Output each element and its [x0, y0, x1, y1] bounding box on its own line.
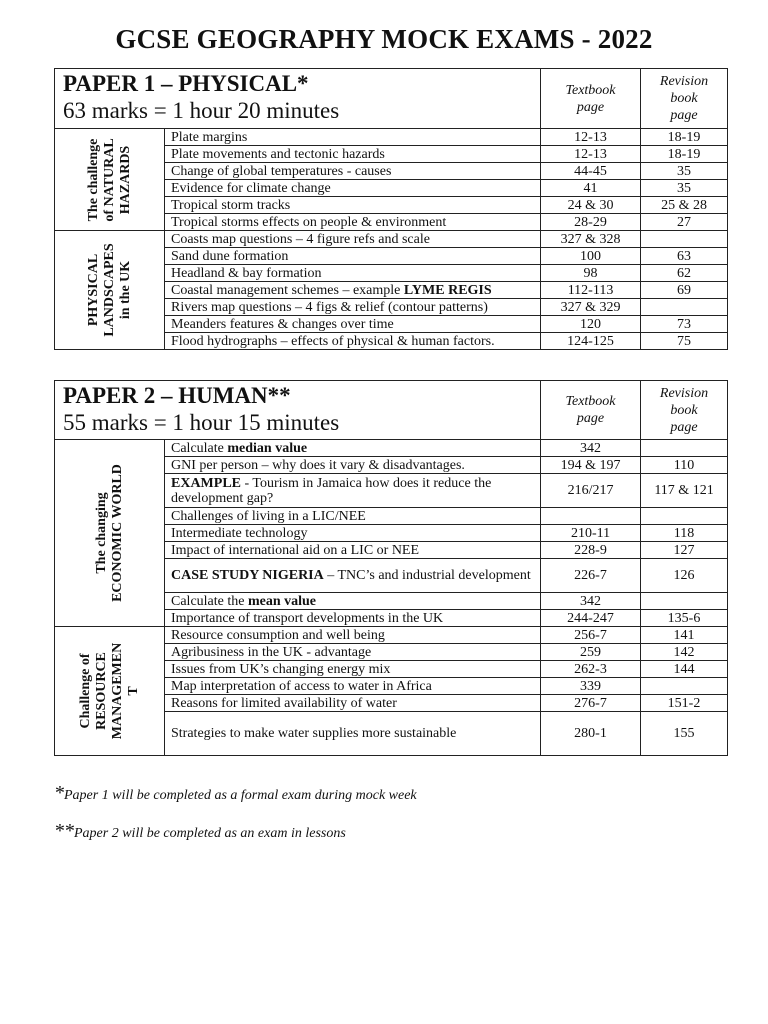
- paper-header-row: [55, 69, 728, 129]
- topic-cell: [165, 333, 541, 350]
- header-line: page: [670, 419, 698, 435]
- paper-header: [55, 69, 541, 129]
- revision-page-header: [641, 69, 728, 129]
- revision-page-cell: 118: [641, 525, 728, 542]
- section-label-line: in the UK: [117, 260, 133, 320]
- section-label-line: Challenge of: [77, 653, 93, 729]
- revision-page-cell: 69: [641, 282, 728, 299]
- paper-header-row: [55, 381, 728, 440]
- section-label-line: PHYSICAL: [85, 253, 101, 327]
- topic-text: Calculate: [171, 440, 228, 456]
- topic-text: Rivers map questions – 4 figs & relief (contour patterns): [171, 299, 488, 315]
- topic-text: Sand dune formation: [171, 248, 289, 264]
- topic-text: Importance of transport developments in the UK: [171, 610, 444, 626]
- revision-page-cell: 126: [641, 559, 728, 593]
- topic-text: Intermediate technology: [171, 525, 308, 541]
- textbook-page-cell: 339: [541, 678, 641, 695]
- revision-page-cell: 63: [641, 248, 728, 265]
- textbook-page-cell: 28-29: [541, 214, 641, 231]
- section-label-text: [94, 464, 126, 602]
- topic-cell: [165, 316, 541, 333]
- header-line: Revision: [659, 385, 709, 401]
- textbook-page-cell: 98: [541, 265, 641, 282]
- topic-text: Tropical storms effects on people & environment: [171, 214, 447, 230]
- topic-text: Headland & bay formation: [171, 265, 322, 281]
- revision-page-cell: 127: [641, 542, 728, 559]
- topic-cell: [165, 712, 541, 756]
- page-title: GCSE GEOGRAPHY MOCK EXAMS - 2022: [115, 24, 653, 54]
- paper-duration: 55 marks = 1 hour 15 minutes: [63, 410, 340, 435]
- topic-cell: [165, 644, 541, 661]
- topic-text: Impact of international aid on a LIC or NEE: [171, 542, 420, 558]
- topic-text: GNI per person – why does it vary & disadvantages.: [171, 457, 465, 473]
- revision-page-cell: [641, 440, 728, 457]
- textbook-page-cell: 228-9: [541, 542, 641, 559]
- topic-text: Issues from UK’s changing energy mix: [171, 661, 391, 677]
- topic-emphasis: LYME REGIS: [403, 282, 492, 298]
- topic-text: Strategies to make water supplies more sustainable: [171, 726, 457, 741]
- revision-page-cell: 141: [641, 627, 728, 644]
- section-label-text: [78, 643, 142, 739]
- section-label: [55, 231, 165, 350]
- revision-page-cell: [641, 508, 728, 525]
- topic-cell: [165, 559, 541, 593]
- textbook-page-cell: 12-13: [541, 146, 641, 163]
- topic-cell: [165, 265, 541, 282]
- table-row: [55, 440, 728, 457]
- header-line: book: [670, 91, 698, 106]
- section-label-line: of NATURAL: [101, 137, 117, 222]
- paper-header: [55, 381, 541, 440]
- topic-text: Evidence for climate change: [171, 180, 331, 196]
- revision-page-cell: 73: [641, 316, 728, 333]
- textbook-page-cell: 124-125: [541, 333, 641, 350]
- revision-page-cell: 35: [641, 163, 728, 180]
- textbook-page-cell: 226-7: [541, 559, 641, 593]
- header-line: book: [670, 402, 698, 418]
- topic-text: – TNC’s and industrial development: [323, 568, 531, 583]
- topic-cell: [165, 525, 541, 542]
- revision-page-cell: 142: [641, 644, 728, 661]
- topic-cell: [165, 457, 541, 474]
- topic-cell: [165, 231, 541, 248]
- revision-page-cell: 27: [641, 214, 728, 231]
- paper-title: PAPER 1 – PHYSICAL*: [63, 71, 309, 96]
- section-label: [55, 627, 165, 756]
- textbook-page-cell: 342: [541, 440, 641, 457]
- textbook-page-cell: 24 & 30: [541, 197, 641, 214]
- topic-cell: [165, 197, 541, 214]
- topic-text: Change of global temperatures - causes: [171, 163, 392, 179]
- textbook-page-cell: 276-7: [541, 695, 641, 712]
- paper-duration: 63 marks = 1 hour 20 minutes: [63, 98, 340, 123]
- revision-page-cell: 151-2: [641, 695, 728, 712]
- revision-page-cell: [641, 299, 728, 316]
- textbook-page-cell: 262-3: [541, 661, 641, 678]
- revision-page-cell: [641, 593, 728, 610]
- textbook-page-cell: 44-45: [541, 163, 641, 180]
- revision-page-cell: 18-19: [641, 146, 728, 163]
- topic-text: Challenges of living in a LIC/NEE: [171, 508, 366, 524]
- topic-cell: [165, 610, 541, 627]
- revision-page-cell: 117 & 121: [641, 474, 728, 508]
- topic-text: Agribusiness in the UK - advantage: [171, 644, 372, 660]
- textbook-page-cell: 194 & 197: [541, 457, 641, 474]
- textbook-page-cell: [541, 508, 641, 525]
- textbook-page-cell: 327 & 328: [541, 231, 641, 248]
- section-label: [55, 440, 165, 627]
- topic-text: Meanders features & changes over time: [171, 316, 394, 332]
- section-label-line: RESOURCE: [93, 652, 109, 730]
- footnote-marker: **: [54, 820, 74, 842]
- textbook-page-cell: 120: [541, 316, 641, 333]
- header-line: page: [576, 411, 605, 426]
- revision-page-cell: 144: [641, 661, 728, 678]
- topic-cell: [165, 695, 541, 712]
- revision-page-cell: 18-19: [641, 129, 728, 146]
- paper-title: PAPER 2 – HUMAN**: [63, 383, 291, 408]
- textbook-page-cell: 41: [541, 180, 641, 197]
- topic-text: Calculate the: [171, 593, 248, 609]
- section-label: [55, 129, 165, 231]
- topic-text: Coastal management schemes – example: [171, 282, 404, 298]
- header-line: page: [670, 108, 698, 123]
- topic-cell: [165, 146, 541, 163]
- section-label-line: ECONOMIC WORLD: [109, 464, 125, 602]
- table-row: [55, 231, 728, 248]
- topic-cell: [165, 627, 541, 644]
- topic-cell: [165, 248, 541, 265]
- topic-cell: [165, 474, 541, 508]
- topic-cell: [165, 440, 541, 457]
- revision-page-header: [641, 381, 728, 440]
- paper-1-table: [54, 68, 728, 350]
- textbook-page-cell: 256-7: [541, 627, 641, 644]
- section-label-line: T: [125, 686, 141, 696]
- revision-page-cell: 135-6: [641, 610, 728, 627]
- revision-page-cell: 25 & 28: [641, 197, 728, 214]
- topic-cell: [165, 129, 541, 146]
- header-line: Textbook: [565, 394, 616, 409]
- revision-page-cell: [641, 678, 728, 695]
- revision-page-cell: 110: [641, 457, 728, 474]
- topic-text: Map interpretation of access to water in Africa: [171, 678, 432, 694]
- topic-cell: [165, 593, 541, 610]
- topic-cell: [165, 678, 541, 695]
- textbook-page-cell: 100: [541, 248, 641, 265]
- topic-emphasis: median value: [227, 440, 308, 456]
- topic-cell: [165, 180, 541, 197]
- revision-page-cell: 35: [641, 180, 728, 197]
- textbook-page-cell: 216/217: [541, 474, 641, 508]
- paper-2-table: [54, 380, 728, 756]
- section-label-text: [86, 138, 134, 221]
- section-label-line: The changing: [93, 492, 109, 574]
- topic-text: Resource consumption and well being: [171, 627, 385, 643]
- topic-emphasis: mean value: [247, 593, 317, 609]
- table-row: [55, 627, 728, 644]
- topic-text: Coasts map questions – 4 figure refs and scale: [171, 231, 430, 247]
- section-label-text: [86, 243, 134, 336]
- textbook-page-cell: 280-1: [541, 712, 641, 756]
- textbook-page-header: [541, 69, 641, 129]
- topic-cell: [165, 661, 541, 678]
- footnote-text: Paper 2 will be completed as an exam in lessons: [74, 826, 346, 841]
- footnote-text: Paper 1 will be completed as a formal exam during mock week: [64, 788, 417, 803]
- revision-page-cell: 75: [641, 333, 728, 350]
- topic-text: - Tourism in Jamaica how does it reduce the development gap?: [171, 475, 492, 506]
- revision-page-cell: [641, 231, 728, 248]
- revision-page-cell: 155: [641, 712, 728, 756]
- topic-text: Plate movements and tectonic hazards: [171, 146, 385, 162]
- footnote-paper-2: [54, 820, 346, 843]
- table-row: [55, 129, 728, 146]
- textbook-page-cell: 342: [541, 593, 641, 610]
- section-label-line: LANDSCAPES: [101, 243, 117, 337]
- revision-page-cell: 62: [641, 265, 728, 282]
- section-label-line: HAZARDS: [117, 145, 133, 214]
- topic-cell: [165, 282, 541, 299]
- topic-text: Flood hydrographs – effects of physical & human factors.: [171, 333, 495, 349]
- textbook-page-cell: 244-247: [541, 610, 641, 627]
- footnote-marker: *: [54, 782, 64, 804]
- textbook-page-cell: 210-11: [541, 525, 641, 542]
- topic-cell: [165, 508, 541, 525]
- topic-text: Plate margins: [171, 129, 248, 145]
- section-label-line: The challenge: [85, 138, 101, 221]
- topic-cell: [165, 163, 541, 180]
- topic-text: Tropical storm tracks: [171, 197, 291, 213]
- textbook-page-header: [541, 381, 641, 440]
- topic-cell: [165, 214, 541, 231]
- header-line: Textbook: [565, 82, 616, 98]
- topic-cell: [165, 299, 541, 316]
- topic-cell: [165, 542, 541, 559]
- textbook-page-cell: 112-113: [541, 282, 641, 299]
- header-line: Revision: [659, 74, 709, 89]
- textbook-page-cell: 259: [541, 644, 641, 661]
- textbook-page-cell: 327 & 329: [541, 299, 641, 316]
- topic-text: Reasons for limited availability of water: [171, 695, 397, 711]
- topic-emphasis: CASE STUDY NIGERIA: [171, 568, 324, 583]
- section-label-line: MANAGEMEN: [109, 642, 125, 740]
- header-line: page: [576, 99, 605, 115]
- footnote-paper-1: [54, 782, 417, 805]
- textbook-page-cell: 12-13: [541, 129, 641, 146]
- topic-emphasis: EXAMPLE: [171, 475, 241, 491]
